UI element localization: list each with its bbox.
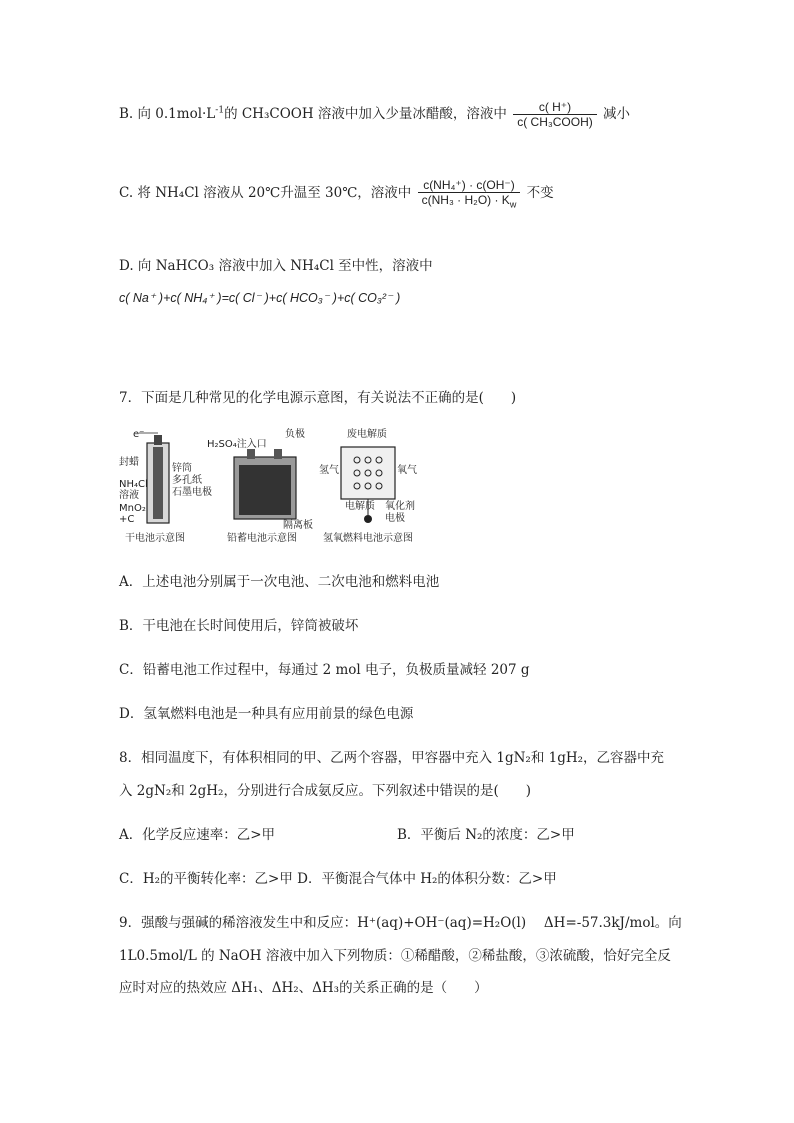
q6-c-denominator-wrap xyxy=(418,193,521,209)
q7-stem: 7．下面是几种常见的化学电源示意图，有关说法不正确的是( ) xyxy=(119,390,517,406)
label-duokongzhi: 多孔纸 xyxy=(172,475,202,486)
q7-option-a: A．上述电池分别属于一次电池、二次电池和燃料电池 xyxy=(119,574,440,590)
q6-c-suffix: 不变 xyxy=(526,185,554,202)
q6-b-numerator: c( H⁺) xyxy=(513,100,597,115)
label-xintong: 锌筒 xyxy=(172,463,192,474)
q7-option-d: D．氢氧燃料电池是一种具有应用前景的绿色电源 xyxy=(119,706,414,722)
label-e: e⁻ xyxy=(133,429,145,440)
caption-dry-cell: 干电池示意图 xyxy=(125,533,185,544)
q6-c-numerator: c(NH₄⁺) · c(OH⁻) xyxy=(418,178,521,193)
q6-b-fraction xyxy=(513,100,597,129)
label-yanghuaji: 氧化剂 xyxy=(385,501,415,512)
q7-option-c: C．铅蓄电池工作过程中，每通过 2 mol 电子，负极质量减轻 207 g xyxy=(119,662,530,678)
label-mno2: MnO₂ xyxy=(119,503,146,514)
label-gelibian: 隔离板 xyxy=(283,520,313,531)
label-dianjiezhi: 电解质 xyxy=(345,501,375,512)
q6-option-d: D. 向 NaHCO₃ 溶液中加入 NH₄Cl 至中性，溶液中 xyxy=(119,258,433,274)
lead-acid-diagram xyxy=(207,427,313,531)
q8-option-a: A．化学反应速率：乙>甲 xyxy=(119,827,276,843)
q6-c-prefix: C. 将 NH₄Cl 溶液从 20℃升温至 30℃，溶液中 xyxy=(119,185,412,202)
q6-b-prefix: B. 向 0.1mol·L xyxy=(119,106,216,122)
q8-option-b: B．平衡后 N₂的浓度：乙>甲 xyxy=(397,827,575,843)
q8-stem-line1: 8．相同温度下，有体积相同的甲、乙两个容器，甲容器中充入 1gN₂和 1gH₂，乙容器中充 xyxy=(119,750,665,766)
label-qingqi: 氢气 xyxy=(319,465,339,476)
label-fuji: 负极 xyxy=(285,429,305,440)
q6-option-c xyxy=(119,178,554,209)
label-h2so4: H₂SO₄注入口 xyxy=(207,439,267,450)
dry-cell-diagram xyxy=(119,429,212,525)
q8-stem-line2: 入 2gN₂和 2gH₂，分别进行合成氨反应。下列叙述中错误的是( ) xyxy=(119,783,531,799)
q6-b-suffix: 减小 xyxy=(603,106,631,122)
label-dianji: 电极 xyxy=(385,513,405,524)
q6-c-den-sub: w xyxy=(509,199,517,210)
q9-stem-line1: 9．强酸与强碱的稀溶液发生中和反应：H⁺(aq)+OH⁻(aq)=H₂O(l) ΔH=-57.3kJ/mol。向 xyxy=(119,915,682,931)
q9-stem-line3: 应时对应的热效应 ΔH₁、ΔH₂、ΔH₃的关系正确的是（ ） xyxy=(119,980,488,996)
q6-b-mid: 的 CH₃COOH 溶液中加入少量冰醋酸，溶液中 xyxy=(224,106,507,122)
q7-option-b: B．干电池在长时间使用后，锌筒被破坏 xyxy=(119,618,359,634)
label-yangqi: 氧气 xyxy=(397,465,417,476)
q6-b-denominator: c( CH₃COOH) xyxy=(517,115,593,129)
label-rongye: 溶液 xyxy=(119,490,139,501)
label-plusc: +C xyxy=(119,514,135,525)
battery-diagrams-figure xyxy=(119,425,419,545)
caption-fuel-cell: 氢氧燃料电池示意图 xyxy=(323,533,413,544)
q6-b-exponent: -1 xyxy=(215,105,225,116)
caption-lead-acid: 铅蓄电池示意图 xyxy=(227,533,297,544)
label-nh4cl: NH₄Cl xyxy=(119,479,148,490)
label-fengla: 封蜡 xyxy=(119,457,139,468)
label-shimo: 石墨电极 xyxy=(172,487,212,498)
label-feidianjiezhi: 废电解质 xyxy=(347,429,387,440)
q6-c-denominator: c(NH₃ · H₂O) · K xyxy=(421,193,510,207)
q6-c-fraction xyxy=(418,178,521,209)
q9-stem-line2: 1L0.5mol/L 的 NaOH 溶液中加入下列物质：①稀醋酸，②稀盐酸，③浓硫酸，恰好完全反 xyxy=(119,948,671,964)
q8-option-cd: C．H₂的平衡转化率：乙>甲 D．平衡混合气体中 H₂的体积分数：乙>甲 xyxy=(119,871,557,887)
q6-d-equation: c( Na⁺ )+c( NH₄⁺ )=c( Cl⁻ )+c( HCO₃⁻ )+c( CO₃²⁻ ) xyxy=(119,291,401,305)
q6-option-b xyxy=(119,100,630,129)
fuel-cell-diagram xyxy=(319,427,417,524)
